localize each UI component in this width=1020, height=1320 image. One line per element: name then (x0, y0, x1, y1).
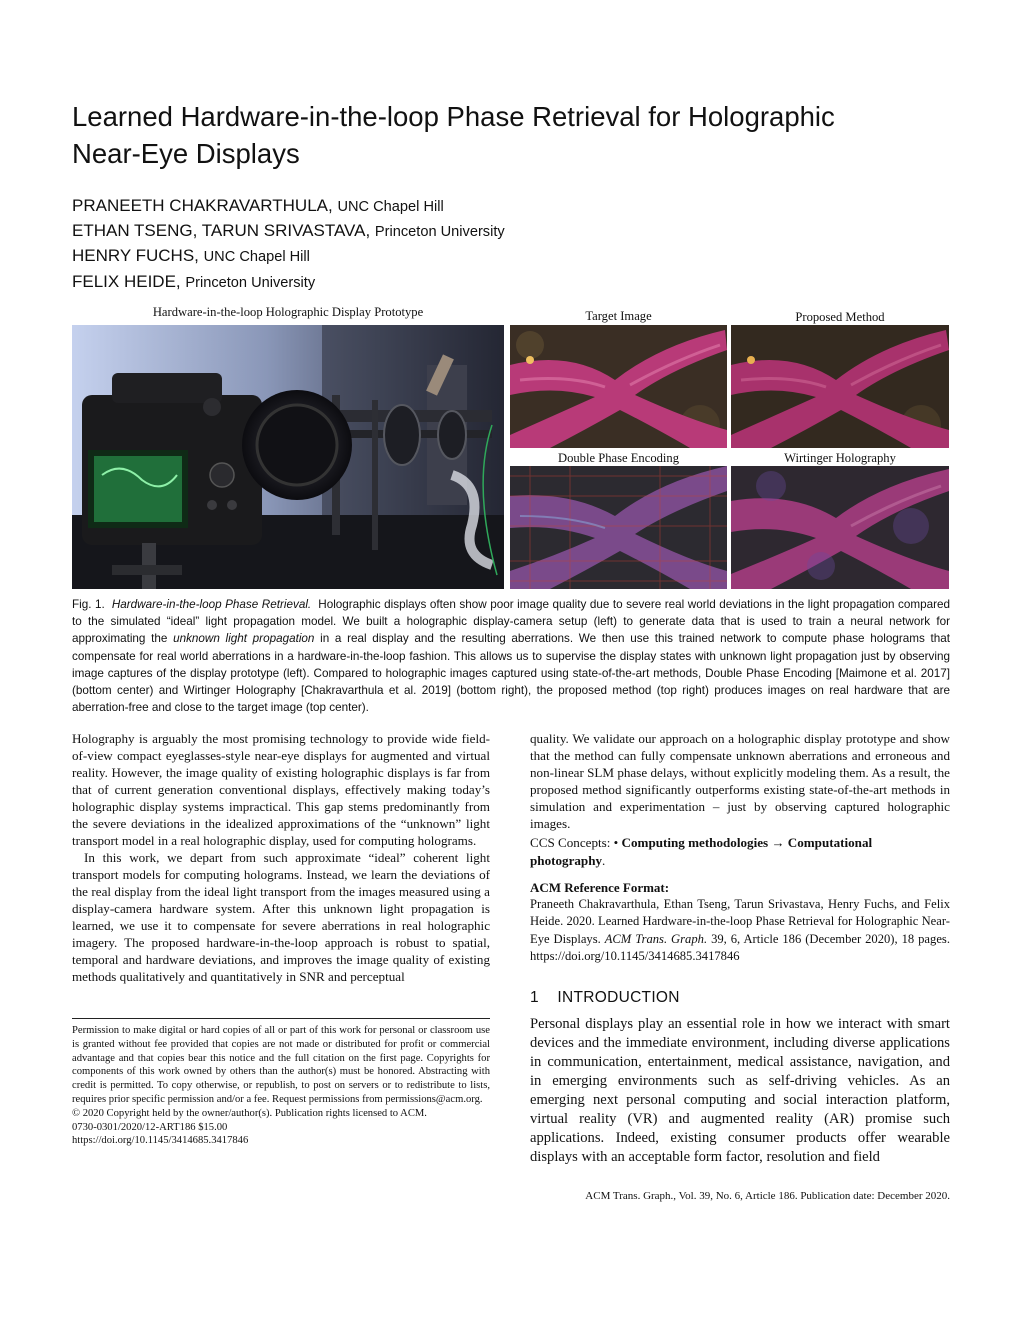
author-names: FELIX HEIDE, (72, 271, 181, 291)
paper-title (72, 98, 952, 172)
double-phase-encoding-image (510, 466, 727, 589)
author-line (72, 270, 952, 295)
doi-line: https://doi.org/10.1145/3414685.3417846 (72, 1135, 249, 1147)
author-names: PRANEETH CHAKRAVARTHULA, (72, 196, 333, 215)
footnote-rule (72, 1018, 490, 1019)
author-affiliation: UNC Chapel Hill (337, 199, 444, 215)
author-line (72, 244, 952, 269)
section-number: 1 (530, 989, 539, 1006)
copyright-line: © 2020 Copyright held by the owner/author(s). Publication rights licensed to ACM. (72, 1107, 427, 1119)
ccs-suffix: . (602, 852, 606, 868)
ccs-concept: Computing methodologies → Computational photography (530, 835, 873, 868)
prototype-photo-drawing (72, 325, 504, 589)
figure-caption-italic: unknown light propagation (173, 632, 315, 646)
figure-caption-text-b: in a real display and the resulting aberrations. We then use this trained network to compute phase holograms that compensate for real world aberrations in a hardware-in-the-loop fashion. This allows us to supervise the display states with unknown light propagation just by observing image captures of the display prototype (left). Compared to holographic images captured using state-of-the-art methods, Double Phase Encoding [Maimone et al. 2017] (bottom center) and Wirtinger Holography [Chakravarthula et al. 2019] (bottom right), the proposed method (top right) produces images on real hardware that are aberration-free and close to the target image (top center). (72, 632, 950, 715)
ccs-concepts (530, 834, 950, 870)
author-names: ETHAN TSENG, TARUN SRIVASTAVA, (72, 221, 371, 241)
running-footer: ACM Trans. Graph., Vol. 39, No. 6, Article 186. Publication date: December 2020. (585, 1190, 950, 1202)
panel-label-double-phase: Double Phase Encoding (557, 451, 680, 465)
abstract-paragraph-1: Holography is arguably the most promising technology to provide wide field-of-view compact eyeglasses-style near-eye displays for augmented and virtual reality. However, the image quality of existing holographic displays is far from that of current generation conventional displays, effectively making today’s holographic display systems impractical. This gap stems predominantly from the severe deviations in the idealized approximations of the “unknown” light transport model in a real holographic display, used for computing holograms. (72, 731, 490, 848)
author-affiliation: Princeton University (374, 224, 505, 241)
panel-label-prototype: Hardware-in-the-loop Holographic Display Prototype (152, 305, 424, 319)
starfish-wirtinger-drawing (731, 466, 949, 589)
panel-label-wirtinger: Wirtinger Holography (784, 451, 896, 465)
starfish-proposed-drawing (731, 325, 949, 448)
figure-caption-title: Hardware-in-the-loop Phase Retrieval. (111, 598, 312, 611)
acm-reference-journal: ACM Trans. Graph. (604, 931, 708, 946)
acm-reference-text-b: 39, 6, Article 186 (December 2020), 18 pages. https://doi.org/10.1145/3414685.3417846 (530, 931, 950, 964)
abstract-left-column (72, 730, 490, 985)
issn-line: 0730-0301/2020/12-ART186 $15.00 (72, 1121, 228, 1133)
author-line (72, 194, 952, 219)
paper-title-line-1: Learned Hardware-in-the-loop Phase Retrieval for Holographic (72, 101, 835, 132)
starfish-dpe-drawing (510, 466, 727, 589)
wirtinger-holography-image (731, 466, 949, 589)
acm-reference-heading: ACM Reference Format: (530, 880, 670, 895)
abstract-paragraph-3: quality. We validate our approach on a holographic display prototype and show that the method can fully compensate unknown aberrations and erroneous and non-linear SLM phase delays, without explicitly modeling them. As a result, the proposed method significantly outperforms existing state-of-the-art methods in simulation and experimentation – just by observing captured holographic images. (530, 731, 950, 831)
panel-label-proposed: Proposed Method (795, 310, 885, 324)
section-title: INTRODUCTION (557, 989, 680, 1006)
ccs-prefix: CCS Concepts: • (530, 835, 619, 850)
figure-caption-text-a: Holographic displays often show poor image quality due to severe real world deviations in the light propagation compared to the simulated “ideal” light propagation model. We built a holographic display-camera setup (left) to generate data that is used to train a neural network for approximating the (72, 598, 951, 646)
copyright-footnote (72, 1024, 490, 1148)
paper-title-line-2: Near-Eye Displays (72, 138, 300, 169)
abstract-paragraph-2: In this work, we depart from such approximate “ideal” coherent light transport models for computing holograms. Instead, we learn the deviations of the real display from the ideal light transport from the images measured using a display-camera hardware system. After this unknown light propagation is learned, we use it to compensate for severe aberrations in real holographic imagery. The proposed hardware-in-the-loop approach is robust to spatial, temporal and hardware deviations, and improves the image quality of existing methods qualitatively and quantitatively in SNR and perceptual (72, 850, 490, 984)
figure-number: Fig. 1. (72, 598, 105, 611)
abstract-right-column (530, 730, 950, 832)
permission-notice: Permission to make digital or hard copies of all or part of this work for personal or classroom use is granted without fee provided that copies are not made or distributed for profit or commercial advantage and that copies bear this notice and the full citation on the first page. Copyrights for components of this work owned by others than the author(s) must be honored. Abstracting with credit is permitted. To copy otherwise, or republish, to post on servers or to redistribute to lists, requires prior specific permission and/or a fee. Request permissions from permissions@acm.org. (72, 1025, 490, 1105)
target-image (510, 325, 727, 448)
proposed-method-image (731, 325, 949, 448)
prototype-photo (72, 325, 504, 589)
author-affiliation: Princeton University (185, 274, 316, 291)
author-affiliation: UNC Chapel Hill (203, 249, 310, 266)
section-heading-introduction (530, 989, 680, 1007)
author-line (72, 219, 952, 244)
author-names: HENRY FUCHS, (72, 246, 199, 266)
acm-reference-text-a: Praneeth Chakravarthula, Ethan Tseng, Tarun Srivastava, Henry Fuchs, and Felix Heide. 2020. Learned Hardware-in-the-loop Phase Retrieval for Holographic Near-Eye Displays. (530, 897, 950, 946)
acm-reference-text (530, 896, 950, 966)
panel-label-target: Target Image (585, 309, 652, 323)
starfish-target-drawing (510, 325, 727, 448)
figure-caption (72, 596, 950, 716)
author-list (72, 194, 952, 295)
introduction-text: Personal displays play an essential role in how we interact with smart devices and the immediate environment, including diverse applications in communication, entertainment, medical assistance, navigation, and in emerging environments such as self-driving vehicles. As an emerging next personal computing and social interaction platform, virtual reality (VR) and augmented reality (AR) promise such applications. Indeed, existing consumer products offer wearable displays with an acceptable form factor, resolution and field (530, 1016, 950, 1165)
